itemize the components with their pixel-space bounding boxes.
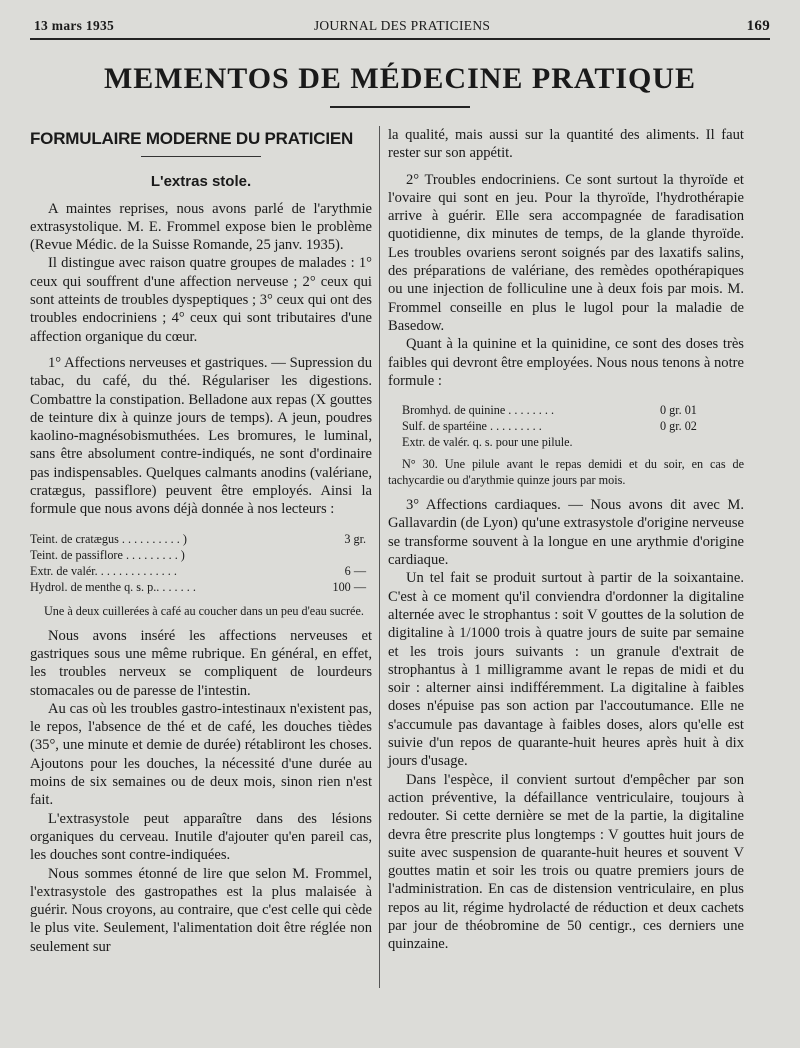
paragraph: Dans l'espèce, il convient surtout d'empêcher par son action préventive, la défaillance ventriculaire, toujours à redouter. Si cette dernière se met de la partie, la digitaline devra être prescrite plus longtemps : V gouttes huit jours de suite avec suspension de quarante-huit heures et souvent V gouttes matin et soir les trois ou quatre premiers jours de l'administration. En cas de distension ventriculaire, en plus repos au lit, régime hydrolacté de réduction et deux cachets par jour de théobromine de 50 centigr., ces derniers une quinzaine. bbox=[388, 771, 744, 953]
header-rule bbox=[30, 38, 770, 40]
running-header bbox=[34, 14, 770, 36]
right-column bbox=[388, 126, 744, 954]
formula-row: Extr. de valér. q. s. pour une pilule. bbox=[402, 435, 573, 450]
paragraph: Un tel fait se produit surtout à partir de la soixantaine. C'est à ce moment qu'il conviendra d'ordonner la digitaline alternée avec le strophantus : soit V gouttes de la solution de digitaline à 1/1000 trois à quatre jours de suite par semaine et les trois jours suivants : un granule d'extrait de strophantus à 1 milligramme avant le repas de midi et du soir : alterner ainsi indifféremment. La digitaline à faibles doses n'épuise pas son action par l'accoutumance. Elle ne s'accumule pas davantage à faibles doses, alors qu'elle est suivie d'un repos de quarante-huit heures après huit à dix jours d'usage. bbox=[388, 570, 744, 770]
paragraph: L'extrasystole peut apparaître dans des lésions organiques du cerveau. Inutile d'ajouter qu'en pareil cas, les douches sont contre-indiquées. bbox=[30, 810, 372, 864]
paragraph: Au cas où les troubles gastro-intestinaux n'existent pas, le repos, l'absence de thé et de café, les douches tièdes (35°, une minute et demie de durée) rétabliront les choses. Ajoutons pour les douches, la nécessité d'une durée au moins de six semaines ou de deux mois, sinon rien n'est fait. bbox=[30, 700, 372, 809]
issue-date: 13 mars 1935 bbox=[34, 18, 115, 33]
paragraph: A maintes reprises, nous avons parlé de l'arythmie extrasystolique. M. E. Frommel expose bien le problème (Revue Médic. de la Suisse Romande, 25 janv. 1935). bbox=[30, 200, 372, 254]
paragraph: Il distingue avec raison quatre groupes de malades : 1° ceux qui souffrent d'une affection nerveuse ; 2° ceux qui sont atteints de troubles dyspeptiques ; 3° ceux qui ont des troubles endocriniens ; 4° ceux qui sont tributaires d'une affection organique du cœur. bbox=[30, 255, 372, 345]
paragraph: Nous avons inséré les affections nerveuses et gastriques sous une même rubrique. En général, en effet, les troubles nerveux se compliquent de lourdeurs stomacales ou de paresse de l'intestin. bbox=[30, 627, 372, 699]
title-rule bbox=[330, 106, 470, 108]
formula-row: Teint. de passiflore . . . . . . . . . ) bbox=[30, 547, 185, 562]
journal-title: JOURNAL DES PRATICIENS bbox=[313, 18, 491, 33]
formula-note: Une à deux cuillerées à café au coucher dans un peu d'eau sucrée. bbox=[44, 603, 364, 618]
paragraph: la qualité, mais aussi sur la quantité des aliments. Il faut rester sur son appétit. bbox=[388, 127, 744, 162]
formula-row: Bromhyd. de quinine . . . . . . . . 0 gr. 01 bbox=[402, 403, 697, 418]
formula-row: Extr. de valér. . . . . . . . . . . . . . 6 — bbox=[30, 563, 366, 578]
paragraph: 3° Affections cardiaques. — Nous avons dit avec M. Gallavardin (de Lyon) qu'une extrasystole d'origine nerveuse se transforme souvent à la longue en une arythmie d'origine cardiaque. bbox=[388, 497, 744, 569]
paragraph: 2° Troubles endocriniens. Ce sont surtout la thyroïde et l'ovaire qui sont en jeu. Pour la thyroïde, l'hydrothérapie arrive à guérir. Elle sera accompagnée de faradisation quotidienne, dix minutes de temps, de la glande thyroïde. Les troubles ovariens seront soignés par des laxatifs salins, des préparations de valériane, des remèdes opothérapiques ou une injection de folliculine une à deux fois par mois. M. Frommel conseille en plus le lugol pour la maladie de Basedow. bbox=[388, 171, 744, 334]
formula-row: Sulf. de spartéine . . . . . . . . . 0 gr. 02 bbox=[402, 419, 697, 434]
section-title: FORMULAIRE MODERNE DU PRATICIEN bbox=[30, 129, 354, 148]
paragraph: Nous sommes étonné de lire que selon M. Frommel, l'extrasystole des gastropathes est la plus malaisée à guérir. Nous croyons, au contraire, que c'est celle qui cède le plus vite. Seulement, l'alimentation doit être réglée non seulement sur bbox=[30, 865, 372, 955]
paragraph: 1° Affections nerveuses et gastriques. — Supression du tabac, du café, du thé. Régulariser les digestions. Combattre la constipation. Belladone aux repas (X gouttes de teinture dix à quinze jours de temps). A jeun, poudres kaolino-magnésobismuthées. Les bromures, le luminal, sans être absolument contre-indiqués, ne sont d'ordinaire pas indispensables. Quelques calmants anodins (valériane, cratægus, passiflore) peuvent être employés. Ainsi la formule que nous avons déjà donnée à nos lecteurs : bbox=[30, 354, 372, 518]
prescription-formula bbox=[30, 531, 372, 595]
left-column bbox=[30, 126, 372, 956]
prescription-formula bbox=[388, 402, 744, 450]
formula-row: Hydrol. de menthe q. s. p.. . . . . . . 100 — bbox=[30, 579, 366, 594]
formula-row: Teint. de cratægus . . . . . . . . . . ) 3 gr. bbox=[30, 531, 366, 546]
paragraph: Quant à la quinine et la quinidine, ce sont des doses très faibles qui devront être employées. Nous nous tenons à notre formule : bbox=[388, 336, 744, 389]
column-divider bbox=[379, 126, 380, 988]
page-number: 169 bbox=[746, 18, 770, 34]
formula-note: N° 30. Une pilule avant le repas demidi et du soir, en cas de tachycardie ou d'arythmie quinze jours par mois. bbox=[388, 457, 744, 488]
article-subhead: L'extras stole. bbox=[150, 173, 252, 191]
main-title: MEMENTOS DE MÉDECINE PRATIQUE bbox=[103, 62, 697, 95]
section-rule bbox=[141, 156, 261, 157]
